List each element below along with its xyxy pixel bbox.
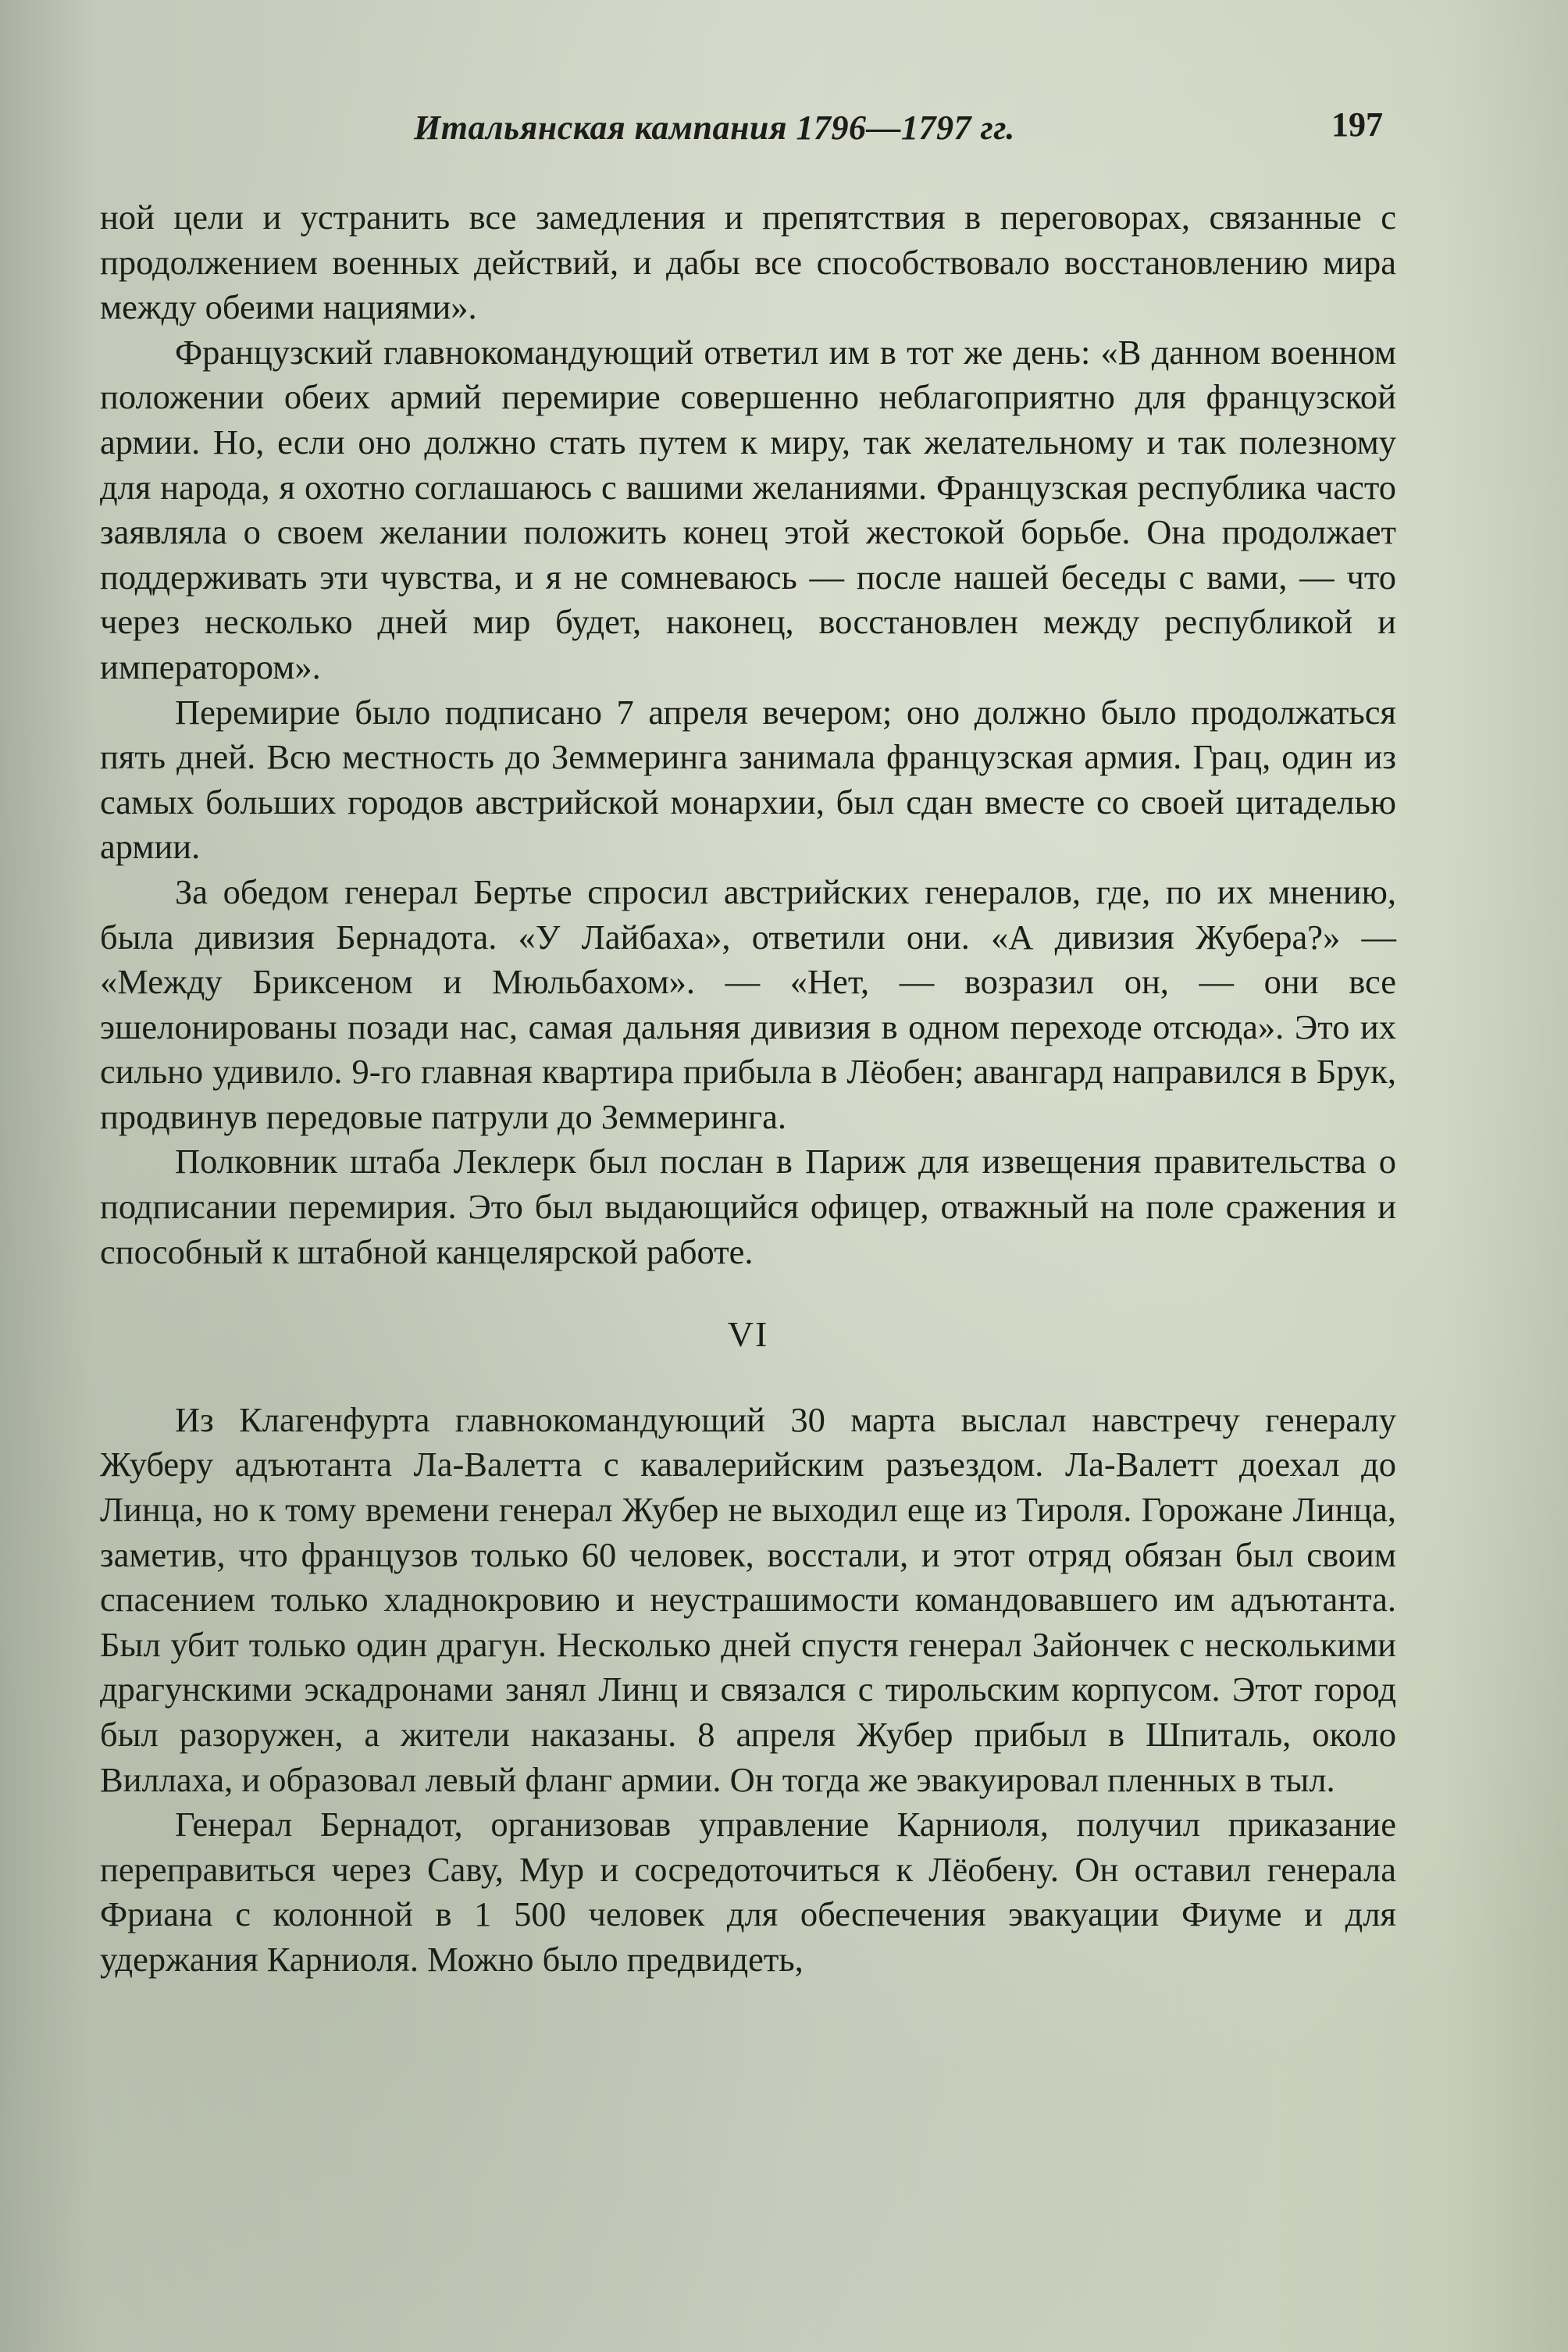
running-title: Итальянская кампания 1796—1797 гг.	[414, 109, 1015, 147]
paragraph: Генерал Бернадот, организовав управление Карниоля, получил приказание переправиться через Саву, Мур и сосредоточиться к Лёобену. Он оставил генерала Фриана с колонной в 1 500 человек для обеспечения эвакуации Фиуме и для удержания Карниоля. Можно было предвидеть,	[100, 1805, 1396, 1979]
paragraph-continued: ной цели и устранить все замедления и препятствия в переговорах, связанные с продолжением военных действий, и дабы все способствовало восстановлению мира между обеими нациями».	[100, 198, 1396, 327]
body-text	[100, 195, 1396, 1983]
paragraph: Перемирие было подписано 7 апреля вечером; оно должно было продолжаться пять дней. Всю местность до Земмеринга занимала французская армия. Грац, один из самых больших городов австрийской монархии, был сдан вместе со своей цитаделью армии.	[100, 692, 1396, 867]
section-heading: VI	[727, 1314, 769, 1355]
paragraph: Полковник штаба Леклерк был послан в Париж для извещения правительства о подписании перемирия. Это был выдающийся офицер, отважный на поле сражения и способный к штабной канцелярской работе.	[100, 1142, 1396, 1271]
running-head	[0, 102, 1568, 156]
paragraph: Из Клагенфурта главнокомандующий 30 марта выслал навстречу генералу Жуберу адъютанта Ла-Валетта с кавалерийским разъездом. Ла-Валетт доехал до Линца, но к тому времени генерал Жубер не выходил еще из Тироля. Горожане Линца, заметив, что французов только 60 человек, восстали, и этот отряд обязан был своим спасением только хладнокровию и неустрашимости командовавшего им адъютанта. Был убит только один драгун. Несколько дней спустя генерал Зайончек с несколькими драгунскими эскадронами занял Линц и связался с тирольским корпусом. Этот город был разоружен, а жители наказаны. 8 апреля Жубер прибыл в Шпиталь, около Виллаха, и образовал левый фланг армии. Он тогда же эвакуировал пленных в тыл.	[100, 1399, 1396, 1799]
page-number: 197	[1331, 105, 1383, 144]
paragraph: За обедом генерал Бертье спросил австрийских генералов, где, по их мнению, была дивизия Бернадота. «У Лайбаха», ответили они. «А дивизия Жубера?» — «Между Бриксеном и Мюльбахом». — «Нет, — возразил он, — они все эшелонированы позади нас, самая дальняя дивизия в одном переходе отсюда». Это их сильно удивило. 9-го главная квартира прибыла в Лёобен; авангард направился в Брук, продвинув передовые патрули до Земмеринга.	[100, 871, 1396, 1136]
paragraph: Французский главнокомандующий ответил им в тот же день: «В данном военном положении обеих армий перемирие совершенно неблагоприятно для французской армии. Но, если оно должно стать путем к миру, так желательному и так полезному для народа, я охотно соглашаюсь с вашими желаниями. Французская республика часто заявляла о своем желании положить конец этой жестокой борьбе. Она продолжает поддерживать эти чувства, и я не сомневаюсь — после нашей беседы с вами, — что через несколько дней мир будет, наконец, восстановлен между республикой и императором».	[100, 332, 1396, 686]
